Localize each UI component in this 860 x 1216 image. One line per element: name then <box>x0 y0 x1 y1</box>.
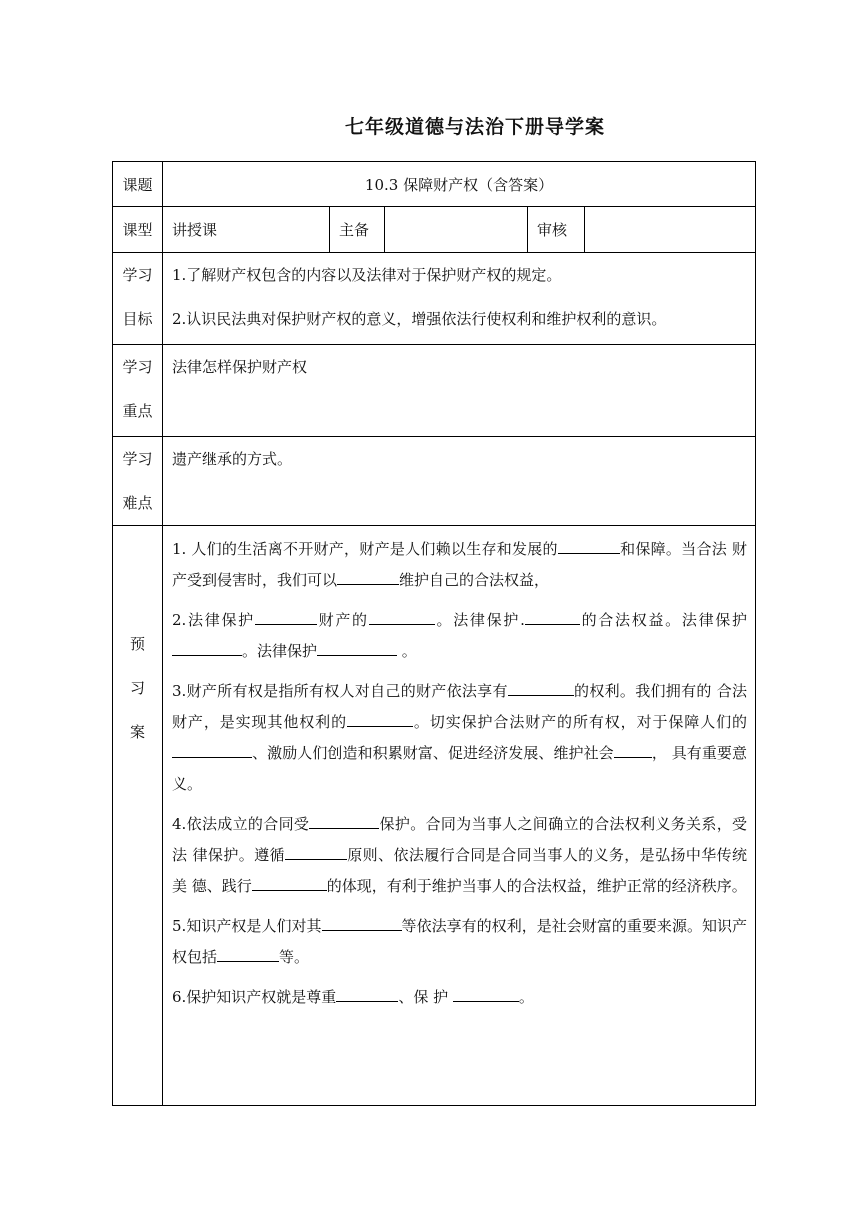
q3-text: ， 具有重要意义。 <box>172 744 748 793</box>
fill-blank[interactable] <box>172 742 252 758</box>
fill-blank[interactable] <box>317 640 397 656</box>
difficult-text: 遗产继承的方式。 <box>172 450 293 468</box>
question-6 <box>172 982 747 1013</box>
preview-content <box>163 526 756 1106</box>
question-5 <box>172 911 747 973</box>
fill-blank[interactable] <box>252 875 327 891</box>
row-type <box>113 207 756 253</box>
prep-label: 主备 <box>330 207 385 253</box>
q6-text: 。 <box>518 988 534 1006</box>
goal-item: 1.了解财产权包含的内容以及法律对于保护财产权的规定。 <box>172 266 562 284</box>
row-key-points <box>113 345 756 437</box>
key-label-line2: 重点 <box>122 402 153 420</box>
row-difficulties <box>113 437 756 526</box>
fill-blank[interactable] <box>285 844 347 860</box>
review-value <box>585 207 756 253</box>
fill-blank[interactable] <box>558 538 620 554</box>
question-3 <box>172 676 747 800</box>
fill-blank[interactable] <box>347 711 413 727</box>
q4-text: 保护。合同为当事人之间确立的合法权利义务关系，受法 律保护。遵循 <box>172 815 748 864</box>
difficult-label <box>113 437 163 526</box>
goals-label-line1: 学习 <box>122 266 153 284</box>
topic-value: 10.3 保障财产权（含答案） <box>163 162 756 207</box>
q1-text: 维护自己的合法权益， <box>399 571 550 589</box>
q2-text: 的合法权益。法律保护 <box>579 611 748 629</box>
q6-text: 6.保护知识产权就是尊重 <box>172 988 337 1006</box>
type-value: 讲授课 <box>163 207 330 253</box>
preview-label-char: 习 <box>129 679 145 697</box>
q2-text: 。法律保护. <box>434 611 525 629</box>
q4-text: 4.依法成立的合同受 <box>172 815 310 833</box>
fill-blank[interactable] <box>453 986 519 1002</box>
page-title: 七年级道德与法治下册导学案 <box>344 116 605 138</box>
q2-text: 财产的 <box>316 611 369 629</box>
fill-blank[interactable] <box>337 569 399 585</box>
goals-label-line2: 目标 <box>122 310 153 328</box>
row-goals <box>113 253 756 345</box>
q3-text: 、激励人们创造和积累财富、促进经济发展、维护社会 <box>252 744 614 762</box>
key-label <box>113 345 163 437</box>
fill-blank[interactable] <box>614 742 652 758</box>
fill-blank[interactable] <box>336 986 398 1002</box>
study-plan-table <box>112 161 756 1106</box>
q4-text: 原则、依法履行合同是合同当事人的义务，是弘扬中华传统美 德、践行 <box>172 846 748 895</box>
fill-blank[interactable] <box>172 640 242 656</box>
difficult-content <box>163 437 756 526</box>
q2-text: 。法律保护 <box>242 642 318 660</box>
q1-text: 1. 人们的生活离不开财产，财产是人们赖以生存和发展的 <box>172 540 558 558</box>
fill-blank[interactable] <box>309 813 379 829</box>
fill-blank[interactable] <box>369 609 435 625</box>
prep-value <box>385 207 528 253</box>
fill-blank[interactable] <box>217 946 279 962</box>
fill-blank[interactable] <box>508 680 574 696</box>
q3-text: 的权利。我们拥有的 合法财产，是实现其他权利的 <box>172 682 748 731</box>
q3-text: 。切实保护合法财产的所有权，对于保障人们的 <box>412 713 748 731</box>
preview-label-char: 案 <box>129 723 145 741</box>
q2-text: 2.法律保护 <box>172 611 255 629</box>
question-2 <box>172 605 747 667</box>
q1-text: 和保障。当合法 财产受到侵害时，我们可以 <box>172 540 748 589</box>
type-label: 课型 <box>113 207 163 253</box>
fill-blank[interactable] <box>322 915 402 931</box>
question-1 <box>172 534 747 596</box>
q6-text: 、保 护 <box>398 988 453 1006</box>
topic-label: 课题 <box>113 162 163 207</box>
q5-text: 5.知识产权是人们对其 <box>172 917 322 935</box>
q4-text: 的体现，有利于维护当事人的合法权益，维护正常的经济秩序。 <box>326 877 747 895</box>
key-text: 法律怎样保护财产权 <box>172 358 308 376</box>
q3-text: 3.财产所有权是指所有权人对自己的财产依法享有 <box>172 682 508 700</box>
fill-blank[interactable] <box>525 609 580 625</box>
review-label: 审核 <box>528 207 585 253</box>
row-preview <box>113 526 756 1106</box>
q5-text: 等。 <box>279 948 310 966</box>
row-topic <box>113 162 756 207</box>
preview-label-char: 预 <box>129 635 145 653</box>
preview-label <box>113 526 163 1106</box>
goals-label <box>113 253 163 345</box>
q5-text: 等依法享有的权利，是社会财富的重要来源。知识产权包括 <box>172 917 748 966</box>
difficult-label-line1: 学习 <box>122 450 153 468</box>
goal-item: 2.认识民法典对保护财产权的意义，增强依法行使权利和维护权利的意识。 <box>172 310 667 328</box>
key-content <box>163 345 756 437</box>
fill-blank[interactable] <box>255 609 317 625</box>
question-4 <box>172 809 747 902</box>
goals-content <box>163 253 756 345</box>
key-label-line1: 学习 <box>122 358 153 376</box>
difficult-label-line2: 难点 <box>122 494 153 512</box>
q2-text: 。 <box>397 642 417 660</box>
